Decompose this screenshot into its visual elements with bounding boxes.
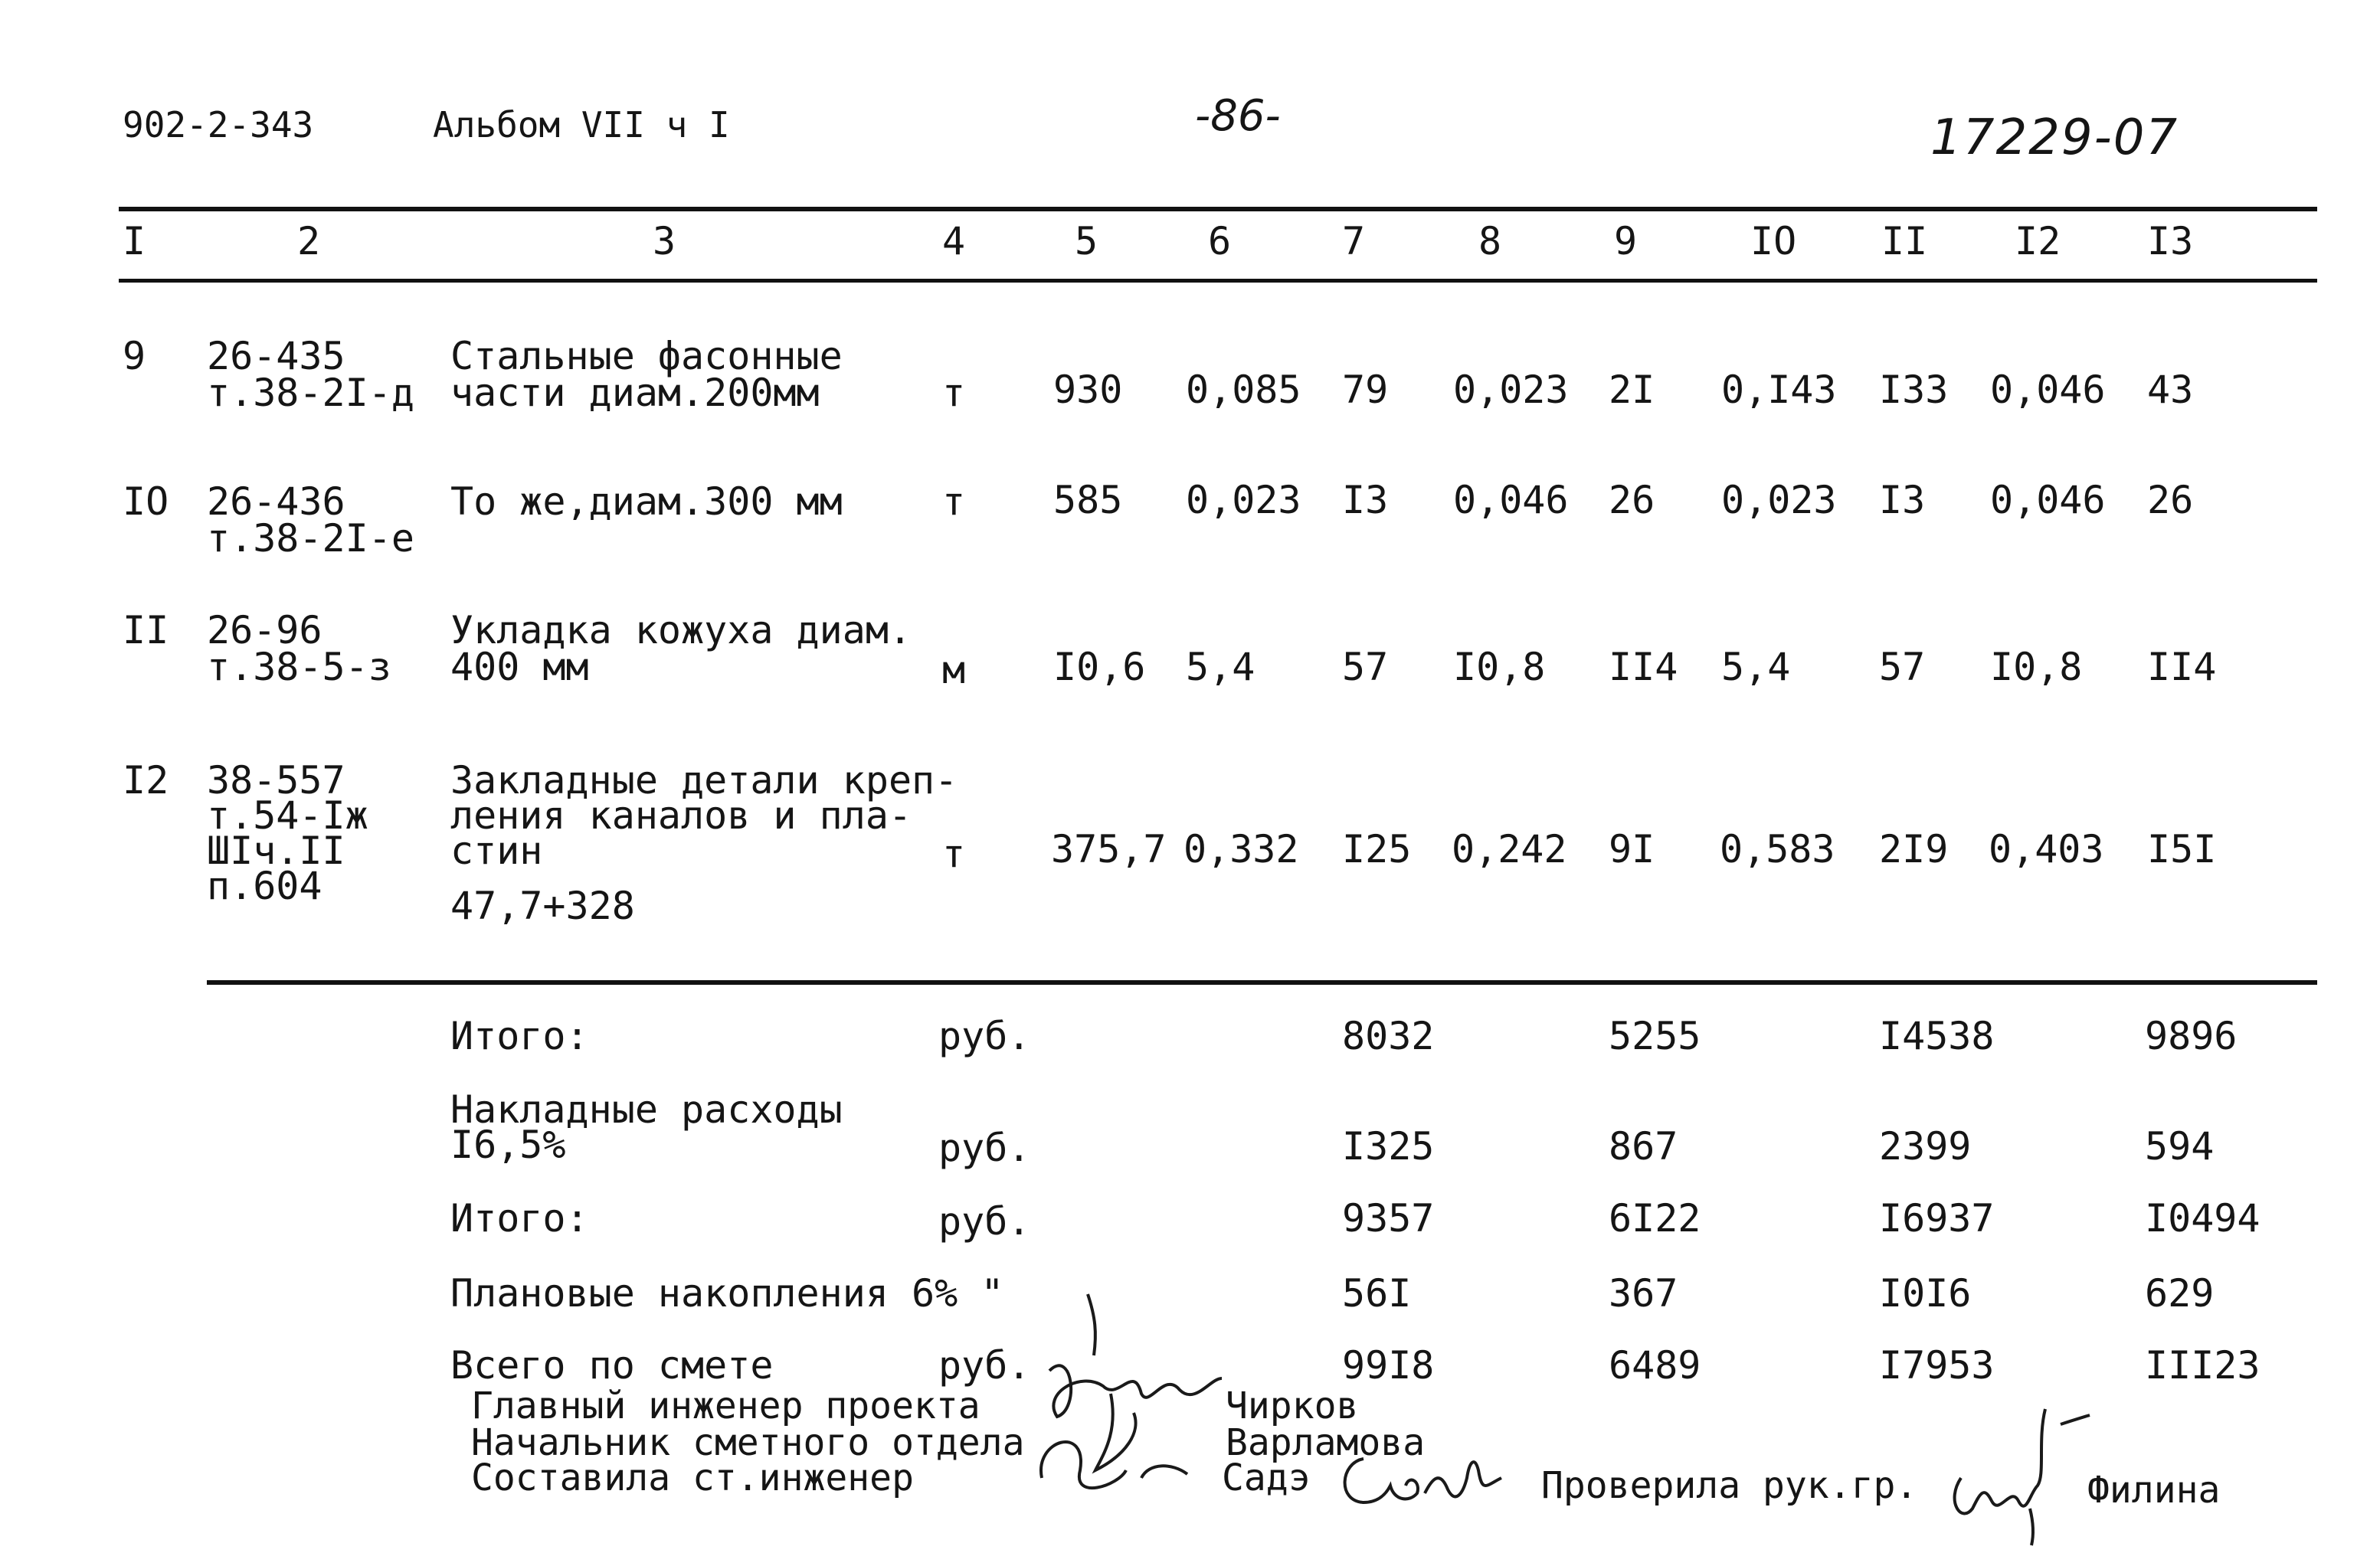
column-number: I2 bbox=[2015, 219, 2061, 263]
norm-code: п.604 bbox=[207, 864, 322, 908]
summary-col9: 6489 bbox=[1609, 1343, 1701, 1388]
unit: м bbox=[942, 648, 966, 692]
checker-name: Филина bbox=[2087, 1469, 2221, 1512]
cell-col11: I3 bbox=[1879, 478, 1926, 522]
cell-col13: 43 bbox=[2147, 368, 2194, 412]
work-description: Закладные детали креп- bbox=[450, 758, 958, 803]
summary-col11: I0I6 bbox=[1879, 1271, 1972, 1316]
cell-col11: 2I9 bbox=[1879, 827, 1949, 871]
summary-col9: 367 bbox=[1609, 1271, 1678, 1316]
work-description: 47,7+328 bbox=[450, 884, 635, 928]
cell-col8: I0,8 bbox=[1453, 645, 1546, 689]
signatory-name: Варламова bbox=[1226, 1421, 1426, 1464]
signatory-title: Главный инженер проекта bbox=[471, 1385, 980, 1427]
cell-col8: 0,023 bbox=[1453, 368, 1569, 412]
row-number: I2 bbox=[123, 758, 169, 803]
cell-col6: 0,085 bbox=[1186, 368, 1301, 412]
cell-col9: II4 bbox=[1609, 645, 1678, 689]
row-number: IO bbox=[123, 479, 169, 524]
cell-col10: 0,023 bbox=[1721, 478, 1837, 522]
work-description: ления каналов и пла- bbox=[450, 793, 912, 838]
cell-col9: 9I bbox=[1609, 827, 1655, 871]
summary-label: Накладные расходы bbox=[450, 1087, 843, 1132]
cell-col7: 79 bbox=[1342, 368, 1389, 412]
summary-unit: руб. bbox=[938, 1014, 1031, 1058]
column-number: 5 bbox=[1075, 219, 1098, 263]
column-number: I bbox=[123, 219, 146, 263]
handwritten-signature bbox=[1333, 1447, 1509, 1516]
work-description: Укладка кожуха диам. bbox=[450, 608, 912, 652]
unit: т bbox=[942, 479, 966, 524]
column-number: 7 bbox=[1342, 219, 1366, 263]
summary-label: Итого: bbox=[450, 1014, 589, 1058]
page-number: -86- bbox=[1195, 91, 1281, 141]
cell-col12: 0,403 bbox=[1989, 827, 2104, 871]
summary-col13: 629 bbox=[2145, 1271, 2215, 1316]
summary-col11: I6937 bbox=[1879, 1196, 1995, 1241]
cell-col12: I0,8 bbox=[1990, 645, 2083, 689]
summary-col9: 5255 bbox=[1609, 1014, 1701, 1058]
cell-col10: 5,4 bbox=[1721, 645, 1791, 689]
summary-col7: 9357 bbox=[1342, 1196, 1435, 1241]
document-reference: 17229-07 bbox=[1930, 110, 2179, 166]
signatory-name: Садэ bbox=[1222, 1456, 1311, 1499]
cell-col13: II4 bbox=[2147, 645, 2217, 689]
column-number: 3 bbox=[653, 219, 676, 263]
cell-col11: I33 bbox=[1879, 368, 1949, 412]
summary-col11: I4538 bbox=[1879, 1014, 1995, 1058]
summary-col7: 99I8 bbox=[1342, 1343, 1435, 1388]
cell-col10: 0,I43 bbox=[1721, 368, 1837, 412]
summary-col13: 9896 bbox=[2145, 1014, 2238, 1058]
handwritten-signature bbox=[1938, 1394, 2091, 1547]
norm-code: т.38-2I-д bbox=[207, 371, 414, 415]
summary-col13: III23 bbox=[2145, 1343, 2261, 1388]
cell-col6: 0,023 bbox=[1186, 478, 1301, 522]
summary-col9: 6I22 bbox=[1609, 1196, 1701, 1241]
summary-col7: 8032 bbox=[1342, 1014, 1435, 1058]
work-description: части диам.200мм bbox=[450, 371, 820, 415]
column-number: 8 bbox=[1478, 219, 1502, 263]
unit: т bbox=[942, 371, 966, 415]
summary-unit: руб. bbox=[938, 1199, 1031, 1244]
project-number: 902-2-343 bbox=[123, 104, 314, 145]
cell-col5: I0,6 bbox=[1053, 645, 1146, 689]
row-number: II bbox=[123, 608, 169, 652]
norm-code: т.38-5-з bbox=[207, 645, 391, 689]
work-description: стин bbox=[450, 829, 543, 873]
checker-title: Проверила рук.гр. bbox=[1541, 1464, 1918, 1507]
summary-col13: I0494 bbox=[2145, 1196, 2261, 1241]
cell-col13: 26 bbox=[2147, 478, 2194, 522]
cell-col13: I5I bbox=[2147, 827, 2217, 871]
column-number: I3 bbox=[2147, 219, 2194, 263]
cell-col7: 57 bbox=[1342, 645, 1389, 689]
column-number: 6 bbox=[1208, 219, 1232, 263]
work-description: 400 мм bbox=[450, 645, 589, 689]
unit: т bbox=[942, 832, 966, 876]
cell-col12: 0,046 bbox=[1990, 368, 2106, 412]
column-number: IO bbox=[1750, 219, 1797, 263]
norm-code: 38-557 bbox=[207, 758, 345, 803]
summary-unit: руб. bbox=[938, 1343, 1031, 1388]
column-number: 4 bbox=[942, 219, 966, 263]
summary-unit: руб. bbox=[938, 1126, 1031, 1170]
signatory-title: Начальник сметного отдела bbox=[471, 1421, 1025, 1464]
summary-rule bbox=[207, 980, 2317, 985]
column-number: II bbox=[1881, 219, 1928, 263]
cell-col5: 375,7 bbox=[1051, 827, 1167, 871]
cell-col7: I25 bbox=[1342, 827, 1412, 871]
album-label: Альбом VII ч I bbox=[433, 104, 730, 145]
summary-col11: 2399 bbox=[1879, 1124, 1972, 1169]
cell-col10: 0,583 bbox=[1720, 827, 1835, 871]
summary-label: Плановые накопления 6% " bbox=[450, 1271, 1004, 1316]
summary-col11: I7953 bbox=[1879, 1343, 1995, 1388]
summary-label: Итого: bbox=[450, 1196, 589, 1241]
handwritten-signature bbox=[1026, 1256, 1256, 1509]
norm-code: т.54-Iж bbox=[207, 793, 368, 838]
cell-col6: 0,332 bbox=[1183, 827, 1299, 871]
row-number: 9 bbox=[123, 334, 146, 378]
column-header-rule bbox=[119, 279, 2317, 283]
cell-col7: I3 bbox=[1342, 478, 1389, 522]
cell-col12: 0,046 bbox=[1990, 478, 2106, 522]
column-number: 9 bbox=[1614, 219, 1638, 263]
cell-col5: 585 bbox=[1053, 478, 1123, 522]
norm-code: 26-436 bbox=[207, 479, 345, 524]
top-rule bbox=[119, 207, 2317, 211]
cell-col6: 5,4 bbox=[1186, 645, 1255, 689]
column-number: 2 bbox=[297, 219, 321, 263]
signatory-name: Чирков bbox=[1226, 1385, 1359, 1427]
cell-col8: 0,046 bbox=[1453, 478, 1569, 522]
work-description: То же,диам.300 мм bbox=[450, 479, 843, 524]
cell-col5: 930 bbox=[1053, 368, 1123, 412]
signatory-title: Составила ст.инженер bbox=[471, 1456, 914, 1499]
norm-code: 26-435 bbox=[207, 334, 345, 378]
summary-col9: 867 bbox=[1609, 1124, 1678, 1169]
summary-col7: I325 bbox=[1342, 1124, 1435, 1169]
work-description: Стальные фасонные bbox=[450, 334, 843, 378]
summary-col7: 56I bbox=[1342, 1271, 1412, 1316]
summary-label: Всего по смете bbox=[450, 1343, 774, 1388]
cell-col9: 2I bbox=[1609, 368, 1655, 412]
summary-col13: 594 bbox=[2145, 1124, 2215, 1169]
norm-code: т.38-2I-е bbox=[207, 516, 414, 561]
summary-label: I6,5% bbox=[450, 1123, 566, 1167]
cell-col8: 0,242 bbox=[1452, 827, 1567, 871]
norm-code: ШIч.II bbox=[207, 829, 345, 873]
cell-col9: 26 bbox=[1609, 478, 1655, 522]
cell-col11: 57 bbox=[1879, 645, 1926, 689]
norm-code: 26-96 bbox=[207, 608, 322, 652]
